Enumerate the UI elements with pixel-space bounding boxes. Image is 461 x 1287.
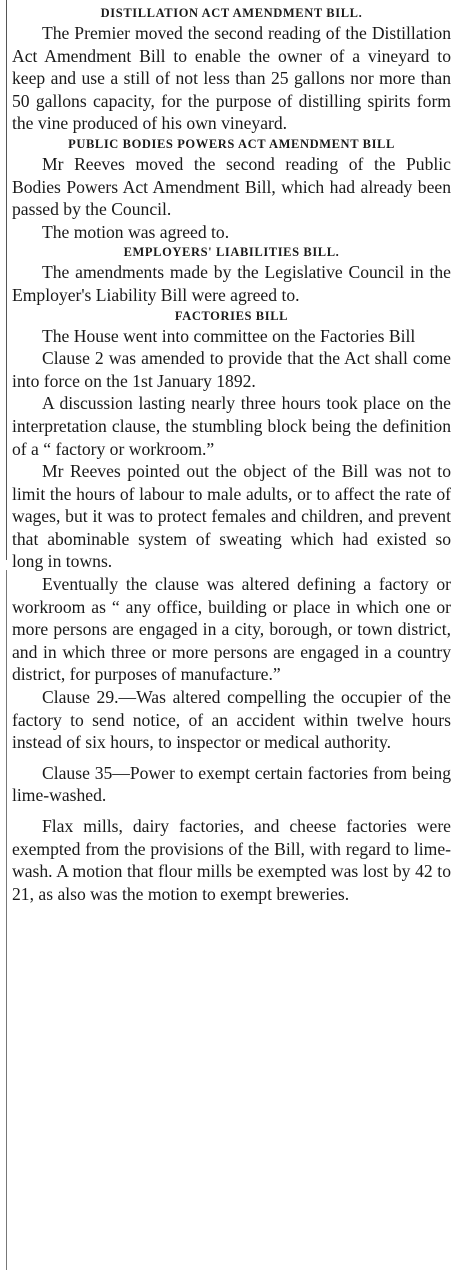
paragraph: Flax mills, dairy factories, and cheese factories were exempted from the provisions of the Bill, with regard to lime-wash. A motion that flour mills be exempted was lost by 42 to 21, as also was the motion to exempt breweries. (12, 816, 451, 904)
paragraph: The House went into committee on the Factories Bill (42, 325, 416, 346)
section-heading-employers-liabilities: EMPLOYERS' LIABILITIES BILL. (123, 245, 340, 260)
paragraph: Mr Reeves pointed out the object of the Bill was not to limit the hours of labour to male adults, or to affect the rate of wages, but it was to protect females and children, and prevent that abominable system of sweating which had existed so long in towns. (12, 461, 451, 572)
column-rule (6, 0, 7, 560)
paragraph: A discussion lasting nearly three hours took place on the interpretation clause, the stumbling block being the definition of a “ factory or workroom.” (12, 393, 451, 459)
paragraph: The motion was agreed to. (42, 221, 230, 242)
paragraph: The Premier moved the second reading of the Distillation Act Amendment Bill to enable the owner of a vineyard to keep and use a still of not less than 25 gallons nor more than 50 gallons capacity, for the purpose of distilling spirits form the vine produced of his own vineyard. (12, 23, 451, 134)
paragraph: Clause 35—Power to exempt certain factories from being lime-washed. (12, 762, 451, 806)
column-rule (6, 570, 7, 1270)
section-heading-public-bodies: PUBLIC BODIES POWERS ACT AMENDMENT BILL (68, 136, 395, 151)
paragraph: The amendments made by the Legislative Council in the Employer's Liability Bill were agreed to. (12, 262, 451, 305)
paragraph: Mr Reeves moved the second reading of the Public Bodies Powers Act Amendment Bill, which had already been passed by the Council. (12, 153, 451, 220)
section-heading-factories: FACTORIES BILL (174, 308, 289, 323)
paragraph: Eventually the clause was altered defining a factory or workroom as “ any office, building or place in which one or more persons are engaged in a city, borough, or town district, and in which three or more persons are engaged in a country district, for purposes of manufacture.” (12, 574, 451, 685)
paragraph: Clause 29.—Was altered compelling the occupier of the factory to send notice, of an accident within twelve hours instead of six hours, to inspector or medical authority. (12, 687, 451, 753)
section-heading-distillation: DISTILLATION ACT AMENDMENT BILL. (100, 6, 363, 20)
paragraph: Clause 2 was amended to provide that the Act shall come into force on the 1st January 1892. (12, 348, 451, 391)
